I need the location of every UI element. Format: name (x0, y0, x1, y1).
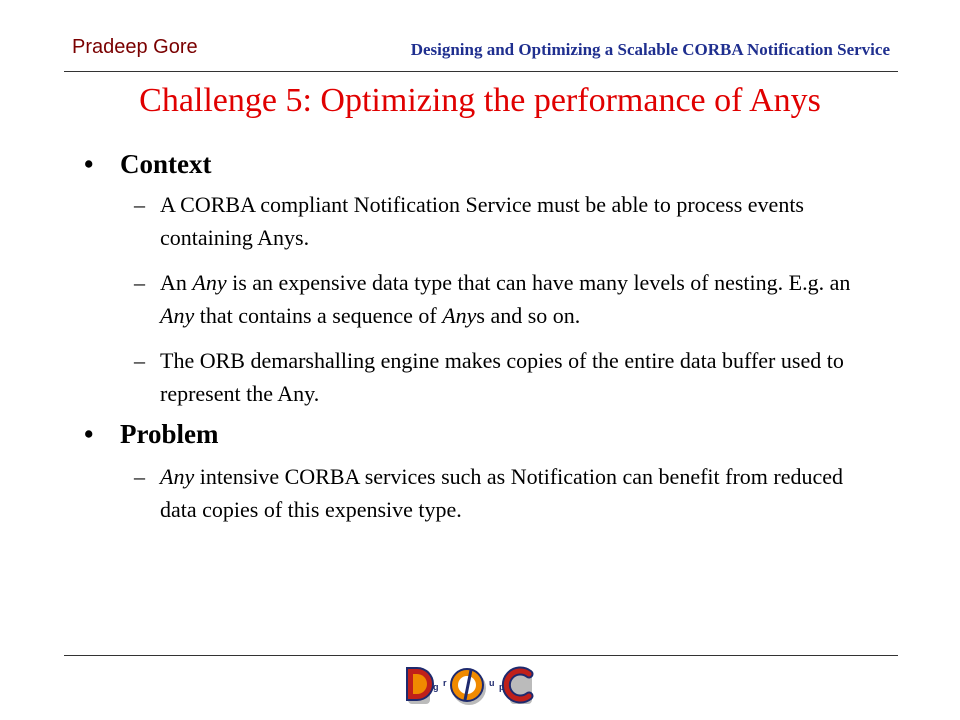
dash-marker: – (134, 270, 145, 295)
doc-group-logo (405, 664, 535, 706)
logo-letter-p: p (499, 682, 505, 692)
author-name: Pradeep Gore (72, 36, 198, 58)
item-text: The ORB demarshalling engine makes copies of the entire data buffer used to represent the Any. (160, 348, 844, 406)
logo-letter-d (407, 668, 433, 700)
item-text-part: An (160, 270, 193, 295)
item-text-part: is an expensive data type that can have many levels of nesting. E.g. an (226, 270, 851, 295)
item-text: A CORBA compliant Notification Service must be able to process events containing Anys. (160, 192, 804, 250)
item-text-part: intensive CORBA services such as Notification can benefit from reduced data copies of this expensive type. (160, 464, 844, 522)
logo-letter-g: g (433, 682, 439, 692)
item-text-part: that contains a sequence of (194, 303, 443, 328)
item-emphasis: Any (192, 270, 227, 295)
logo-letter-r: r (443, 678, 447, 688)
item-emphasis: Any (442, 303, 477, 328)
item-text-part: s and so on. (476, 303, 581, 328)
item-emphasis: Any (160, 303, 195, 328)
context-item-3 (134, 344, 860, 410)
slide-content (0, 140, 960, 522)
dash-marker: – (134, 348, 145, 373)
context-item-2 (134, 266, 860, 332)
dash-marker: – (134, 464, 145, 489)
bullet-marker: • (84, 149, 94, 179)
item-emphasis: Any (160, 464, 195, 489)
bullet-label: Context (120, 149, 212, 179)
bullet-label: Problem (120, 419, 219, 449)
logo-letter-o (451, 669, 483, 701)
context-item-1 (134, 188, 860, 254)
logo-letter-u: u (489, 678, 495, 688)
header-divider (64, 71, 898, 72)
footer-divider (64, 655, 898, 656)
problem-item-1 (134, 460, 860, 526)
presentation-title: Designing and Optimizing a Scalable CORBA Notification Service (410, 40, 890, 59)
bullet-marker: • (84, 419, 94, 449)
dash-marker: – (134, 192, 145, 217)
slide-title: Challenge 5: Optimizing the performance of Anys (139, 82, 821, 119)
